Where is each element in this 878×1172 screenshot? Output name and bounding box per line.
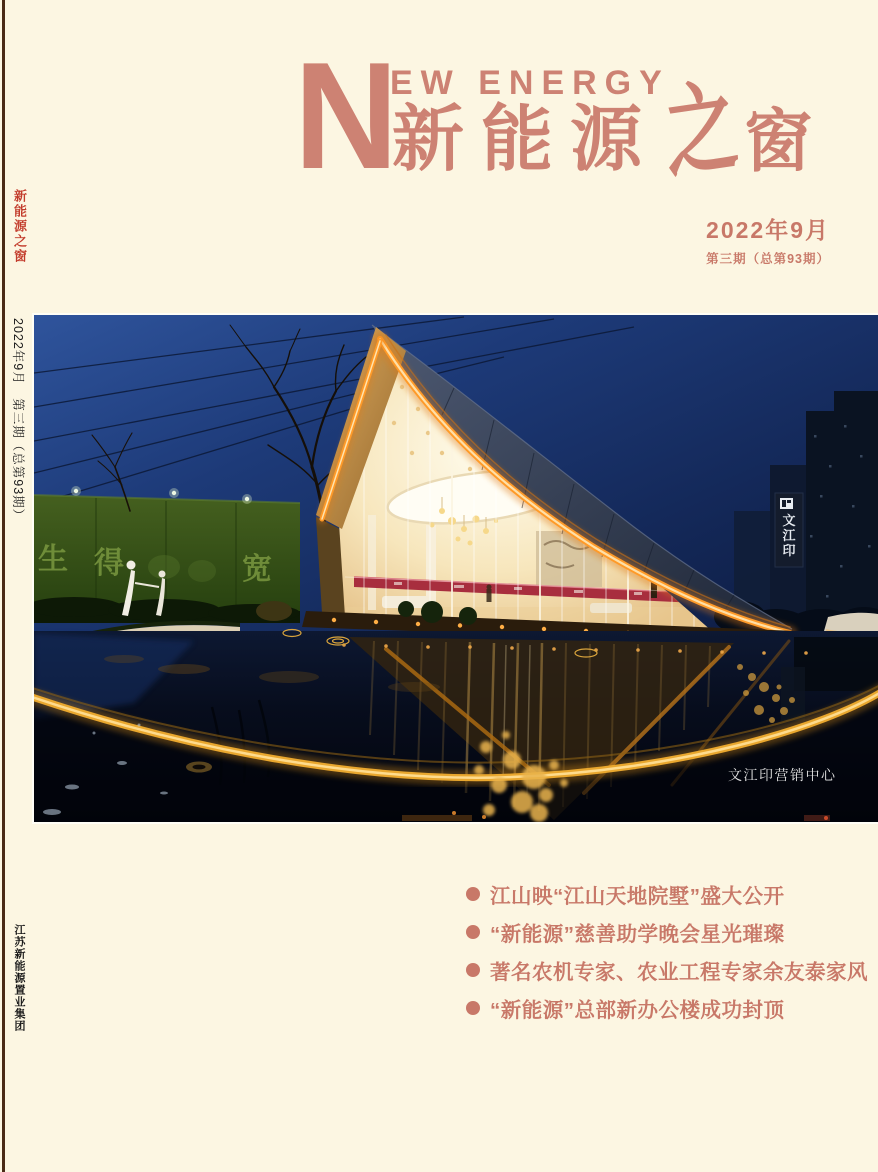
sign-logo-mark [780,498,793,509]
reflecting-pool [34,630,878,823]
masthead-cn-title: 新能源 [392,100,660,180]
headline-text: 著名农机专家、农业工程专家余友泰家风 [490,961,868,984]
spine-issue-text: 2022年9月 第三期（总第93期） [11,318,25,523]
issue-date: 2022年9月 [706,217,830,243]
issue-number: 第三期（总第93期） [706,252,830,266]
headline-text: 江山映“江山天地院墅”盛大公开 [490,885,785,908]
sign-char: 文 [782,513,796,528]
spine-company-text: 江苏新能源置业集团 [13,924,25,1032]
spine-rule [2,0,5,1172]
headline-item [466,958,868,982]
headline-list [466,882,868,1034]
headline-item [466,996,868,1020]
issue-date-block [706,212,830,267]
masthead-cn-zhi: 之 [661,69,742,192]
cover-photo-scene [34,315,878,822]
bullet-icon [466,925,480,939]
green-wall-char: 得 [94,547,124,580]
masthead-initial: N [294,31,399,201]
sign-char: 印 [782,543,796,558]
bullet-icon [466,1001,480,1015]
masthead-cn-chuang: 窗 [744,104,813,180]
headline-item [466,882,868,906]
headline-text: “新能源”总部新办公楼成功封顶 [490,999,785,1022]
photo-caption: 文江印营销中心 [728,767,837,783]
bullet-icon [466,963,480,977]
bullet-icon [466,887,480,901]
spine-logo: 新能源之窗 [12,189,27,264]
green-wall-char: 宽 [242,553,272,586]
headline-text: “新能源”慈善助学晚会星光璀璨 [490,923,785,946]
sign-char: 江 [782,528,796,543]
sign-pylon [775,493,803,567]
masthead-english-title: EW ENERGY [390,64,670,102]
green-wall-char: 生 [38,543,68,576]
cover-photo [32,313,878,824]
headline-item [466,920,868,944]
